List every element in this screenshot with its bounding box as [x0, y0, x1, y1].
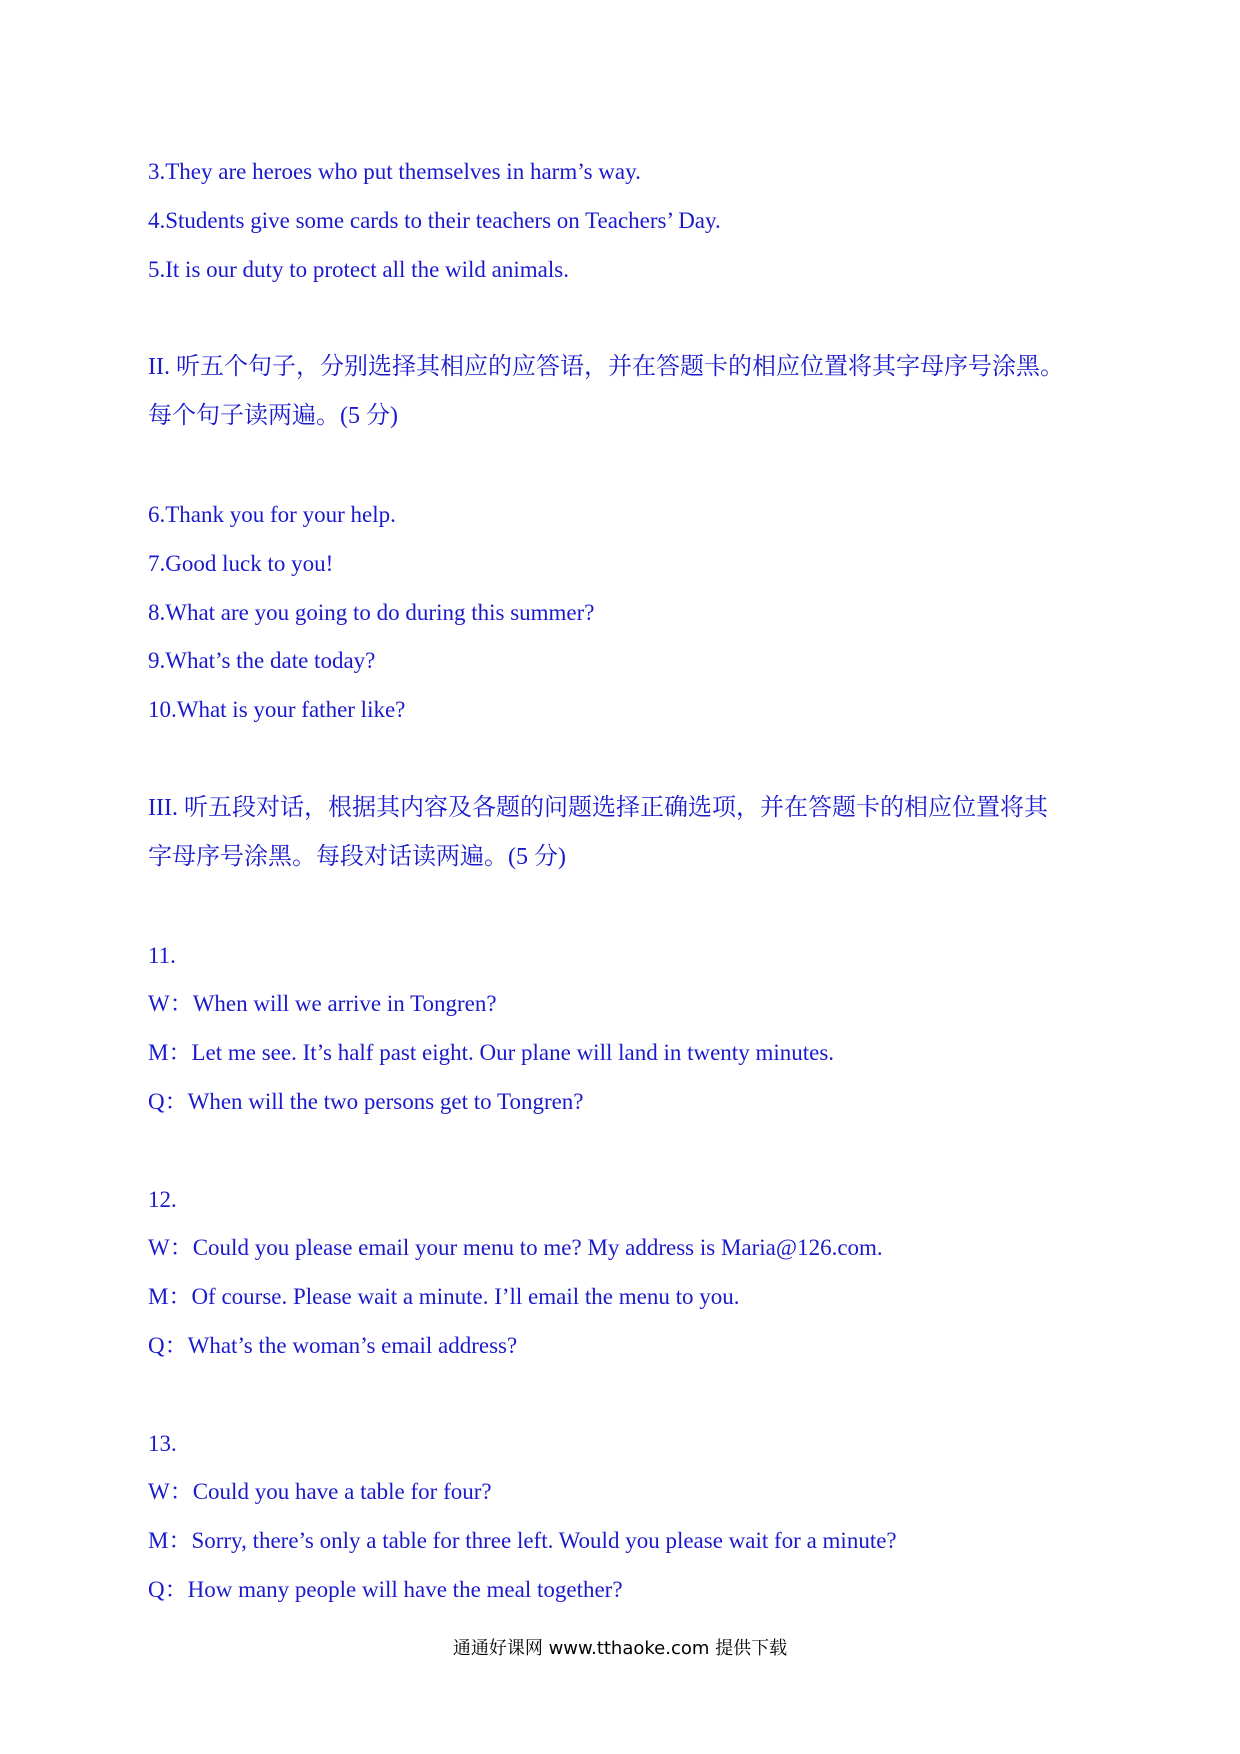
sentence-7: 7.Good luck to you! [148, 551, 334, 576]
dialogue-11-woman: W：When will we arrive in Tongren? [148, 991, 497, 1016]
dialogue-12-number: 12. [148, 1187, 177, 1212]
dialogue-11-number: 11. [148, 943, 176, 968]
part3-heading-line2: 字母序号涂黑。每段对话读两遍。(5 分) [148, 844, 566, 870]
dialogue-13-number: 13. [148, 1431, 177, 1456]
part2-heading-line2: 每个句子读两遍。(5 分) [148, 403, 398, 429]
sentence-3: 3.They are heroes who put themselves in harm’s way. [148, 159, 641, 184]
dialogue-12-man: M：Of course. Please wait a minute. I’ll email the menu to you. [148, 1284, 740, 1309]
part3-heading-line1: III. 听五段对话，根据其内容及各题的问题选择正确选项，并在答题卡的相应位置将其 [148, 795, 1048, 821]
sentence-9: 9.What’s the date today? [148, 648, 376, 673]
sentence-10: 10.What is your father like? [148, 697, 406, 722]
dialogue-13-question: Q：How many people will have the meal together? [148, 1577, 623, 1602]
sentence-8: 8.What are you going to do during this summer? [148, 600, 595, 625]
dialogue-12-question: Q：What’s the woman’s email address? [148, 1333, 518, 1358]
dialogue-12-woman: W：Could you please email your menu to me? My address is Maria@126.com. [148, 1235, 883, 1260]
sentence-5: 5.It is our duty to protect all the wild animals. [148, 257, 569, 282]
page-footer: 通通好课网 www.tthaoke.com 提供下载 [452, 1638, 788, 1659]
sentence-6: 6.Thank you for your help. [148, 502, 396, 527]
sentence-4: 4.Students give some cards to their teachers on Teachers’ Day. [148, 208, 721, 233]
dialogue-11-question: Q：When will the two persons get to Tongren? [148, 1089, 584, 1114]
part2-heading-line1: II. 听五个句子，分别选择其相应的应答语，并在答题卡的相应位置将其字母序号涂黑。 [148, 354, 1064, 380]
dialogue-13-woman: W：Could you have a table for four? [148, 1479, 492, 1504]
dialogue-11-man: M：Let me see. It’s half past eight. Our plane will land in twenty minutes. [148, 1040, 835, 1065]
dialogue-13-man: M：Sorry, there’s only a table for three left. Would you please wait for a minute? [148, 1528, 897, 1553]
